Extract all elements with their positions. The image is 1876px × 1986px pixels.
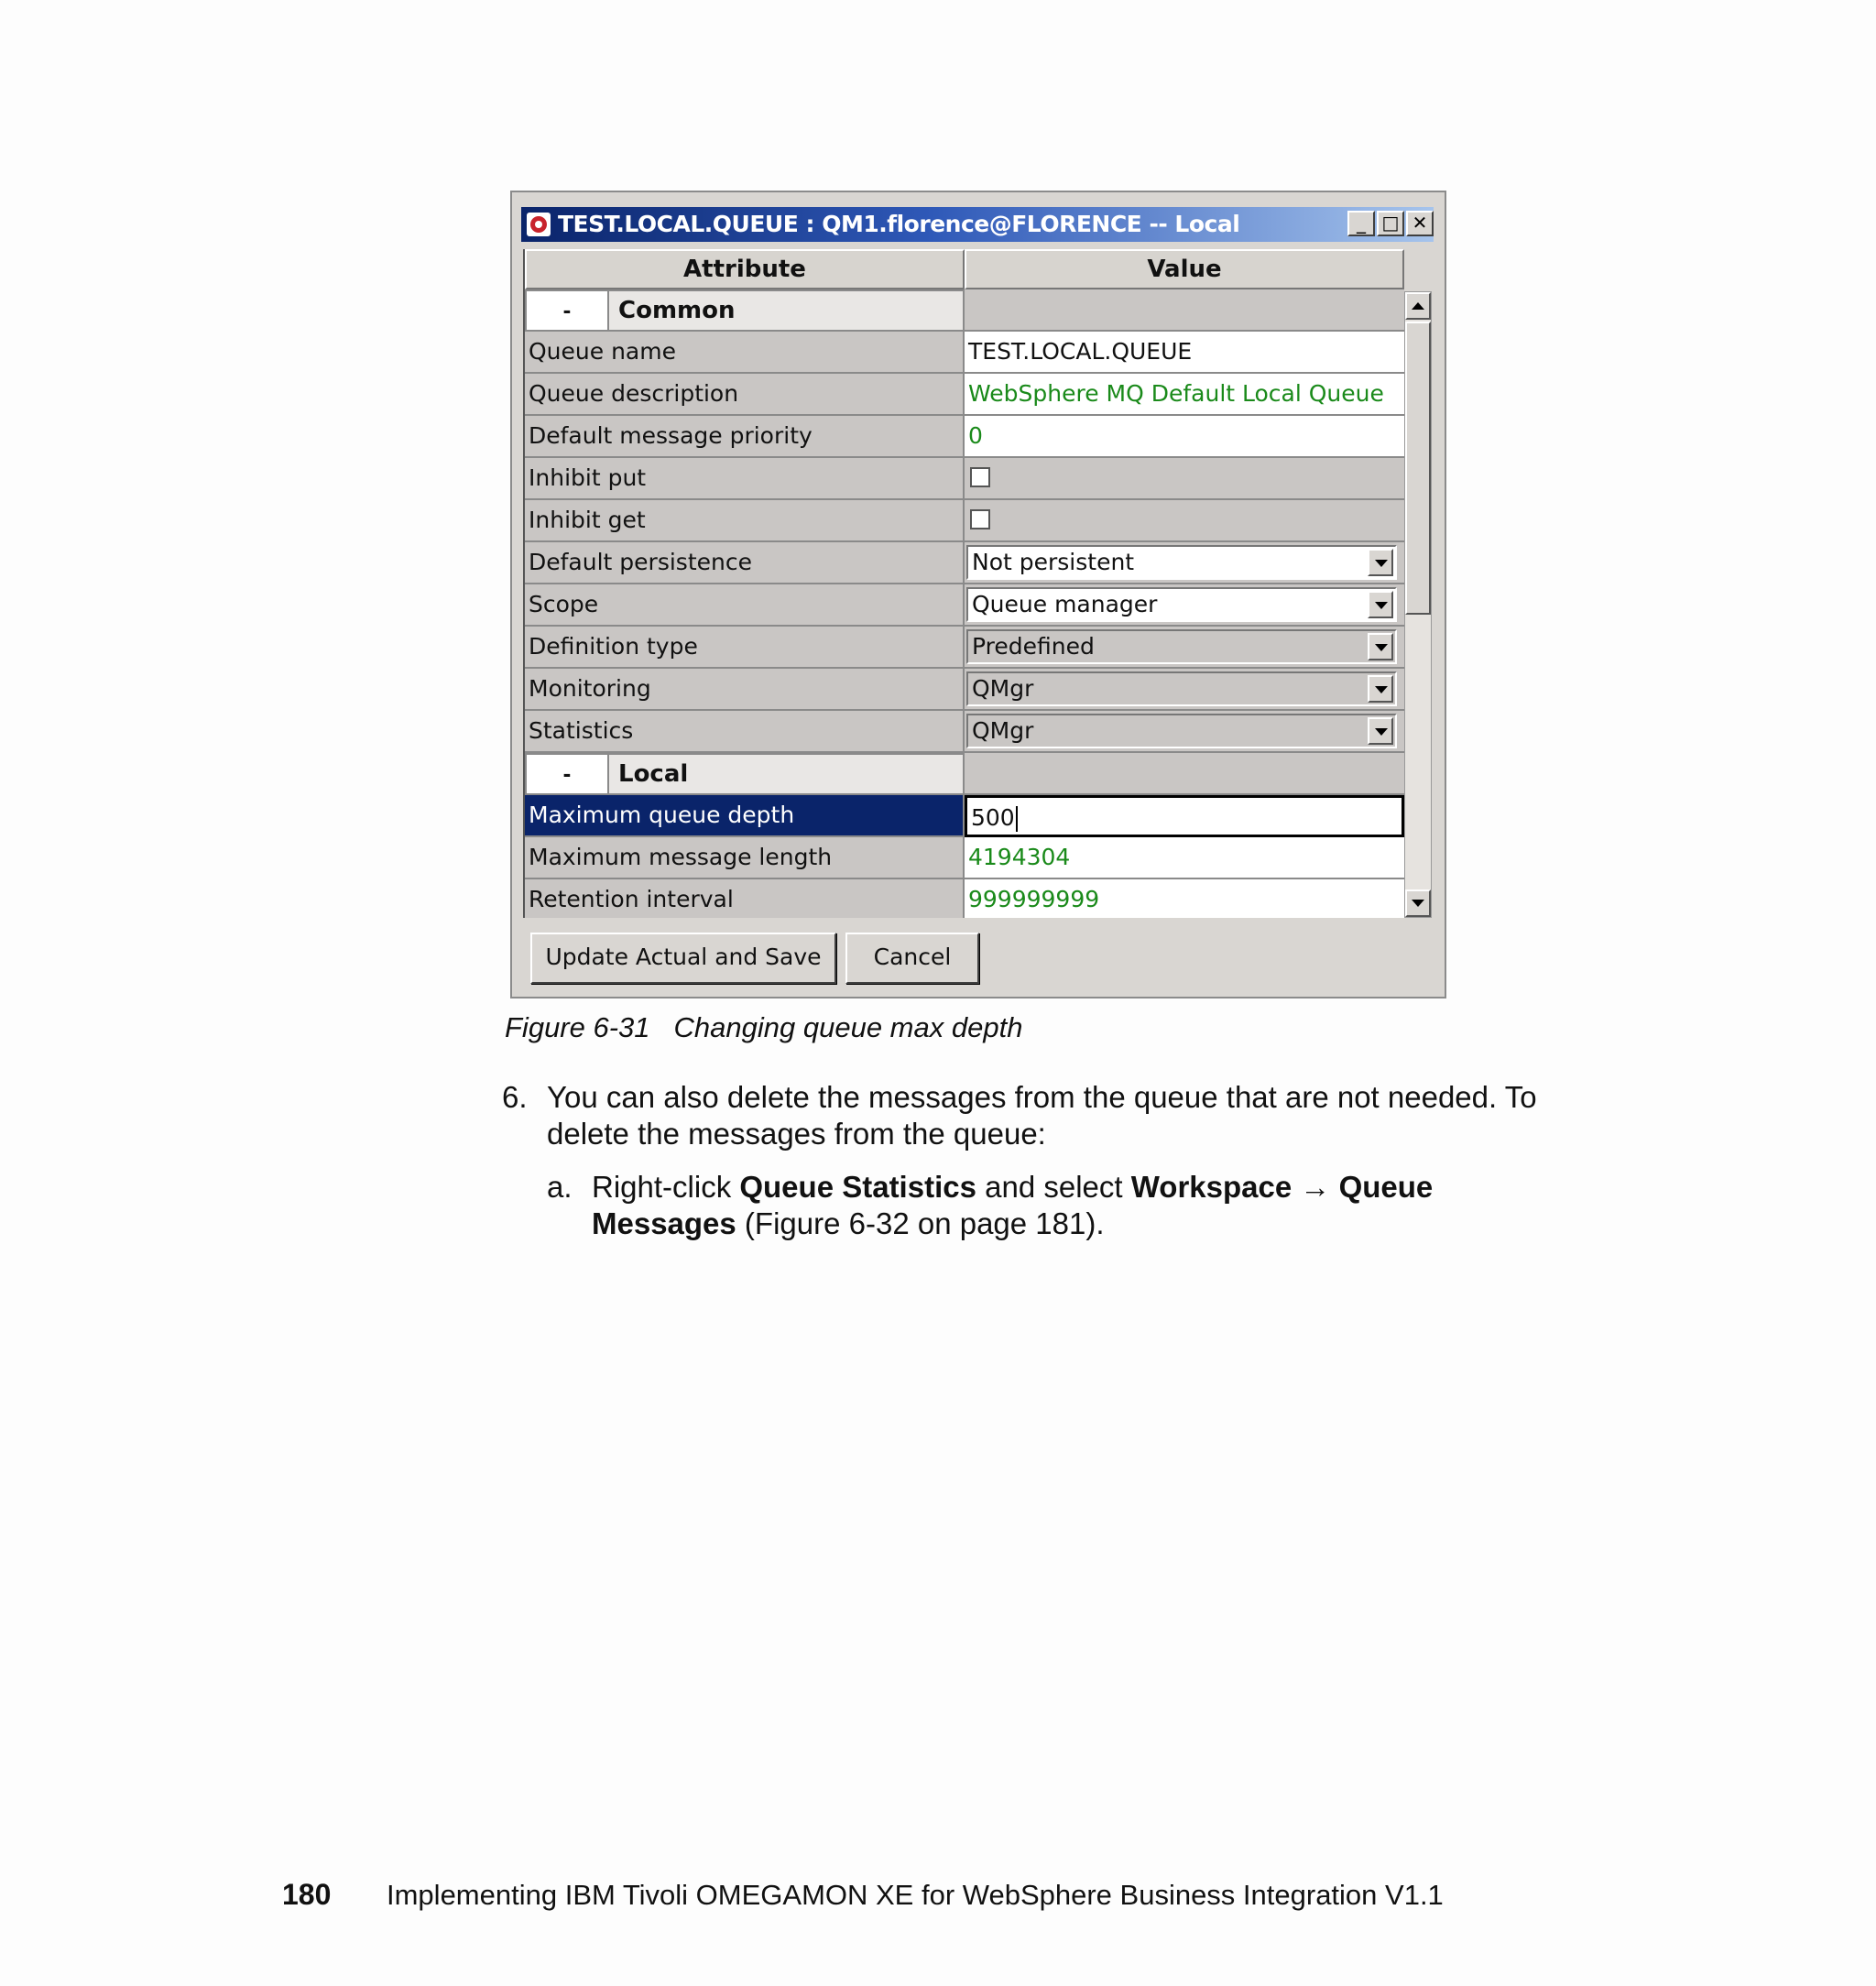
arrow-right-icon: →: [1292, 1170, 1339, 1204]
cancel-button[interactable]: Cancel: [845, 933, 979, 984]
scrollbar-thumb[interactable]: [1405, 322, 1431, 615]
monitoring-selected: QMgr: [972, 675, 1034, 702]
max-queue-depth-label: Maximum queue depth: [525, 795, 965, 837]
inhibit-put-value: [965, 458, 1404, 500]
default-persistence-cell: [965, 542, 1404, 584]
table-row-selected[interactable]: [525, 795, 1404, 837]
section-common-label: Common: [609, 289, 965, 332]
table-row[interactable]: [525, 584, 1404, 627]
step-a: [547, 1169, 1433, 1206]
section-common-toggle[interactable]: -: [525, 289, 609, 332]
retention-interval-label: Retention interval: [525, 879, 965, 918]
monitoring-dropdown[interactable]: [966, 671, 1397, 706]
table-row[interactable]: [525, 416, 1404, 458]
step-a-queue: Queue: [1338, 1170, 1434, 1204]
scroll-up-icon[interactable]: [1405, 292, 1431, 320]
statistics-cell: [965, 711, 1404, 753]
statistics-selected: QMgr: [972, 717, 1034, 744]
queue-properties-window: [510, 191, 1446, 998]
queue-description-value[interactable]: WebSphere MQ Default Local Queue: [965, 374, 1404, 416]
monitoring-label: Monitoring: [525, 669, 965, 711]
max-message-length-value[interactable]: 4194304: [965, 837, 1404, 879]
step-6-line1: You can also delete the messages from the queue that are not needed. To: [547, 1080, 1537, 1114]
step-6: [502, 1079, 1537, 1116]
page-number: 180: [282, 1878, 332, 1911]
table-row[interactable]: [525, 542, 1404, 584]
step-a-post: (Figure 6-32 on page 181).: [736, 1206, 1105, 1240]
minimize-icon[interactable]: _: [1347, 211, 1375, 236]
title-bar[interactable]: [521, 207, 1434, 242]
section-local-value: [965, 753, 1404, 795]
inhibit-get-value: [965, 500, 1404, 542]
inhibit-put-checkbox[interactable]: [970, 467, 990, 487]
step-a-pre: Right-click: [592, 1170, 740, 1204]
max-queue-depth-input[interactable]: [965, 795, 1404, 837]
caption-number: Figure 6-31: [505, 1011, 650, 1043]
attribute-table: [523, 249, 1404, 918]
column-header-value[interactable]: Value: [965, 249, 1404, 289]
default-persistence-selected: Not persistent: [972, 549, 1135, 575]
inhibit-get-label: Inhibit get: [525, 500, 965, 542]
step-6-number: 6.: [502, 1080, 528, 1114]
vertical-scrollbar[interactable]: [1404, 291, 1432, 918]
step-6-line2: delete the messages from the queue:: [547, 1117, 1046, 1151]
column-header-attribute[interactable]: Attribute: [525, 249, 965, 289]
table-row[interactable]: [525, 332, 1404, 374]
section-local: [525, 753, 1404, 795]
maximize-icon[interactable]: □: [1377, 211, 1404, 236]
default-priority-value[interactable]: 0: [965, 416, 1404, 458]
default-persistence-label: Default persistence: [525, 542, 965, 584]
table-row[interactable]: [525, 374, 1404, 416]
page-footer: [282, 1878, 1444, 1912]
step-a-mid: and select: [976, 1170, 1131, 1204]
mq-app-icon: [527, 213, 551, 236]
chevron-down-icon[interactable]: [1368, 717, 1393, 745]
step-a-line2: [592, 1206, 1105, 1242]
book-title: Implementing IBM Tivoli OMEGAMON XE for WebSphere Business Integration V1.1: [387, 1879, 1444, 1911]
update-actual-and-save-button[interactable]: Update Actual and Save: [530, 933, 836, 984]
chevron-down-icon[interactable]: [1368, 549, 1393, 576]
section-local-toggle[interactable]: -: [525, 753, 609, 795]
step-a-messages: Messages: [592, 1206, 736, 1240]
scroll-down-icon[interactable]: [1405, 889, 1431, 917]
definition-type-selected: Predefined: [972, 633, 1095, 660]
inhibit-get-checkbox[interactable]: [970, 509, 990, 529]
table-row[interactable]: [525, 879, 1404, 918]
queue-description-label: Queue description: [525, 374, 965, 416]
step-a-workspace: Workspace: [1130, 1170, 1292, 1204]
statistics-label: Statistics: [525, 711, 965, 753]
table-row[interactable]: [525, 669, 1404, 711]
step-a-letter: a.: [547, 1170, 573, 1204]
section-common-value: [965, 289, 1404, 332]
table-row[interactable]: [525, 500, 1404, 542]
text-caret: [1016, 806, 1018, 832]
max-message-length-label: Maximum message length: [525, 837, 965, 879]
figure-caption: [505, 1011, 1022, 1044]
window-title: TEST.LOCAL.QUEUE : QM1.florence@FLORENCE -- Local: [558, 211, 1240, 237]
scope-cell: [965, 584, 1404, 627]
retention-interval-value[interactable]: 999999999: [965, 879, 1404, 918]
scope-dropdown[interactable]: [966, 587, 1397, 622]
default-persistence-dropdown[interactable]: [966, 545, 1397, 580]
default-priority-label: Default message priority: [525, 416, 965, 458]
inhibit-put-label: Inhibit put: [525, 458, 965, 500]
section-common: [525, 289, 1404, 332]
chevron-down-icon[interactable]: [1368, 591, 1393, 618]
definition-type-cell: [965, 627, 1404, 669]
table-row[interactable]: [525, 711, 1404, 753]
table-row[interactable]: [525, 458, 1404, 500]
definition-type-label: Definition type: [525, 627, 965, 669]
step-a-queue-statistics: Queue Statistics: [739, 1170, 976, 1204]
chevron-down-icon[interactable]: [1368, 633, 1393, 660]
queue-name-value[interactable]: TEST.LOCAL.QUEUE: [965, 332, 1404, 374]
close-icon[interactable]: ✕: [1406, 211, 1434, 236]
section-local-label: Local: [609, 753, 965, 795]
statistics-dropdown[interactable]: [966, 714, 1397, 748]
caption-text: Changing queue max depth: [673, 1011, 1023, 1043]
table-row[interactable]: [525, 837, 1404, 879]
scope-selected: Queue manager: [972, 591, 1158, 617]
table-row[interactable]: [525, 627, 1404, 669]
queue-name-label: Queue name: [525, 332, 965, 374]
chevron-down-icon[interactable]: [1368, 675, 1393, 703]
definition-type-dropdown[interactable]: [966, 629, 1397, 664]
monitoring-cell: [965, 669, 1404, 711]
scope-label: Scope: [525, 584, 965, 627]
max-queue-depth-value: 500: [971, 804, 1015, 831]
